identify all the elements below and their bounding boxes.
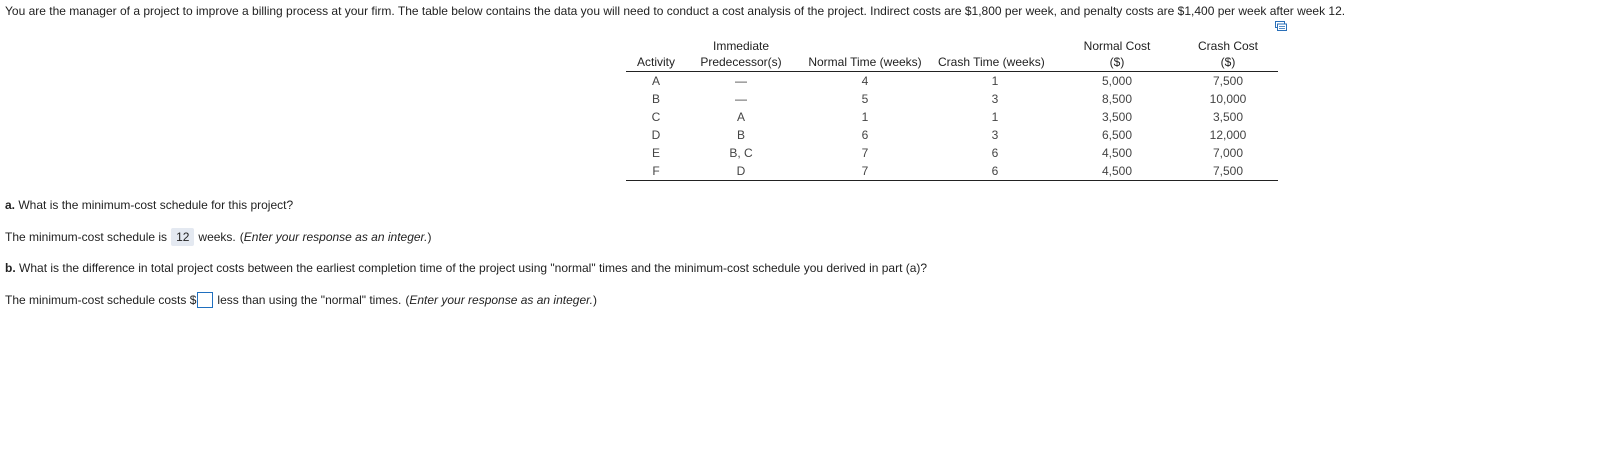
table-row bbox=[626, 108, 1278, 126]
cell-activity: B bbox=[651, 92, 660, 106]
answer-b-hint-open: ( bbox=[405, 293, 410, 307]
table-header-row bbox=[626, 38, 1278, 72]
header-normal-time bbox=[796, 38, 934, 72]
header-normal-cost-line2: ($) bbox=[1109, 55, 1125, 69]
answer-b-hint-close: ) bbox=[593, 293, 598, 307]
answer-a-hint bbox=[240, 230, 432, 244]
cell-predecessors: B bbox=[736, 128, 745, 142]
answer-a-value-box[interactable]: 12 bbox=[171, 228, 194, 246]
cell-crash-time: 6 bbox=[991, 146, 999, 160]
header-predecessors-line2: Predecessor(s) bbox=[700, 55, 782, 69]
answer-b-suffix: less than using the "normal" times. bbox=[217, 293, 402, 307]
cell-activity: E bbox=[651, 146, 660, 160]
cell-activity: F bbox=[626, 162, 686, 181]
header-activity bbox=[626, 38, 686, 72]
cell-activity: C bbox=[651, 110, 661, 124]
project-data-table bbox=[626, 38, 1278, 181]
answer-a-line bbox=[5, 228, 431, 246]
question-a-text: What is the minimum-cost schedule for this project? bbox=[18, 198, 294, 212]
cell-crash-cost: 10,000 bbox=[1209, 92, 1247, 106]
question-a-label: a. bbox=[5, 198, 16, 212]
table-row bbox=[626, 72, 1278, 91]
question-b bbox=[5, 261, 927, 275]
header-normal-cost-line1: Normal Cost bbox=[1083, 39, 1151, 53]
cell-normal-time: 7 bbox=[796, 162, 934, 181]
header-predecessors-line1: Immediate bbox=[712, 39, 770, 53]
header-predecessors bbox=[686, 38, 796, 72]
copy-table-icon[interactable] bbox=[1275, 21, 1287, 31]
cell-crash-cost: 7,500 bbox=[1212, 74, 1244, 88]
answer-a-prefix: The minimum-cost schedule is bbox=[5, 230, 168, 244]
cell-crash-cost: 12,000 bbox=[1209, 128, 1247, 142]
cell-crash-time: 6 bbox=[934, 162, 1056, 181]
header-normal-cost bbox=[1056, 38, 1178, 72]
answer-b-hint-text: Enter your response as an integer. bbox=[409, 293, 594, 307]
header-crash-cost bbox=[1178, 38, 1278, 72]
header-crash-time bbox=[934, 38, 1056, 72]
cell-normal-cost: 5,000 bbox=[1101, 74, 1133, 88]
cell-predecessors: D bbox=[686, 162, 796, 181]
header-crash-cost-line2: ($) bbox=[1220, 55, 1236, 69]
table-row bbox=[626, 90, 1278, 108]
cell-crash-cost: 3,500 bbox=[1212, 110, 1244, 124]
answer-b-hint bbox=[405, 293, 597, 307]
question-b-label: b. bbox=[5, 261, 16, 275]
question-a bbox=[5, 198, 293, 212]
cost-difference-input[interactable] bbox=[197, 292, 213, 308]
header-crash-cost-line1: Crash Cost bbox=[1197, 39, 1259, 53]
cell-predecessors: A bbox=[736, 110, 745, 124]
header-normal-time-label: Normal Time (weeks) bbox=[808, 55, 922, 69]
cell-predecessors: B, C bbox=[729, 146, 753, 160]
answer-a-suffix: weeks. bbox=[198, 230, 236, 244]
cell-normal-time: 5 bbox=[861, 92, 869, 106]
cell-crash-time: 3 bbox=[991, 128, 999, 142]
answer-a-hint-close: ) bbox=[427, 230, 432, 244]
cell-normal-cost: 8,500 bbox=[1101, 92, 1133, 106]
cell-crash-time: 1 bbox=[991, 74, 999, 88]
cell-activity: A bbox=[651, 74, 660, 88]
cell-predecessors: — bbox=[735, 92, 747, 106]
cell-crash-time: 1 bbox=[991, 110, 999, 124]
question-b-text: What is the difference in total project costs between the earliest completion time of the project using "normal" times and the minimum-cost schedule you derived in part (a)? bbox=[19, 261, 928, 275]
answer-a-hint-text: Enter your response as an integer. bbox=[243, 230, 428, 244]
table-row bbox=[626, 144, 1278, 162]
cell-normal-cost: 3,500 bbox=[1101, 110, 1133, 124]
cell-crash-time: 3 bbox=[991, 92, 999, 106]
cell-predecessors: — bbox=[735, 74, 747, 88]
cell-activity: D bbox=[651, 128, 661, 142]
table-row bbox=[626, 162, 1278, 181]
cell-normal-time: 4 bbox=[861, 74, 869, 88]
cell-normal-time: 6 bbox=[861, 128, 869, 142]
cell-normal-cost: 6,500 bbox=[1101, 128, 1133, 142]
header-activity-label: Activity bbox=[636, 55, 675, 69]
answer-b-prefix: The minimum-cost schedule costs $ bbox=[5, 293, 197, 307]
cell-crash-cost: 7,000 bbox=[1212, 146, 1244, 160]
problem-statement: You are the manager of a project to improve a billing process at your firm. The table below contains the data you will need to conduct a cost analysis of the project. Indirect costs are $1,800 per week, and penalty costs are $1,400 per week after week 12. bbox=[5, 4, 1346, 18]
cell-normal-time: 7 bbox=[861, 146, 869, 160]
header-crash-time-label: Crash Time (weeks) bbox=[938, 55, 1045, 69]
cell-normal-cost: 4,500 bbox=[1101, 146, 1133, 160]
cell-crash-cost: 7,500 bbox=[1178, 162, 1278, 181]
cell-normal-cost: 4,500 bbox=[1056, 162, 1178, 181]
answer-a-hint-open: ( bbox=[239, 230, 244, 244]
answer-b-line bbox=[5, 292, 597, 308]
table-row bbox=[626, 126, 1278, 144]
cell-normal-time: 1 bbox=[861, 110, 869, 124]
